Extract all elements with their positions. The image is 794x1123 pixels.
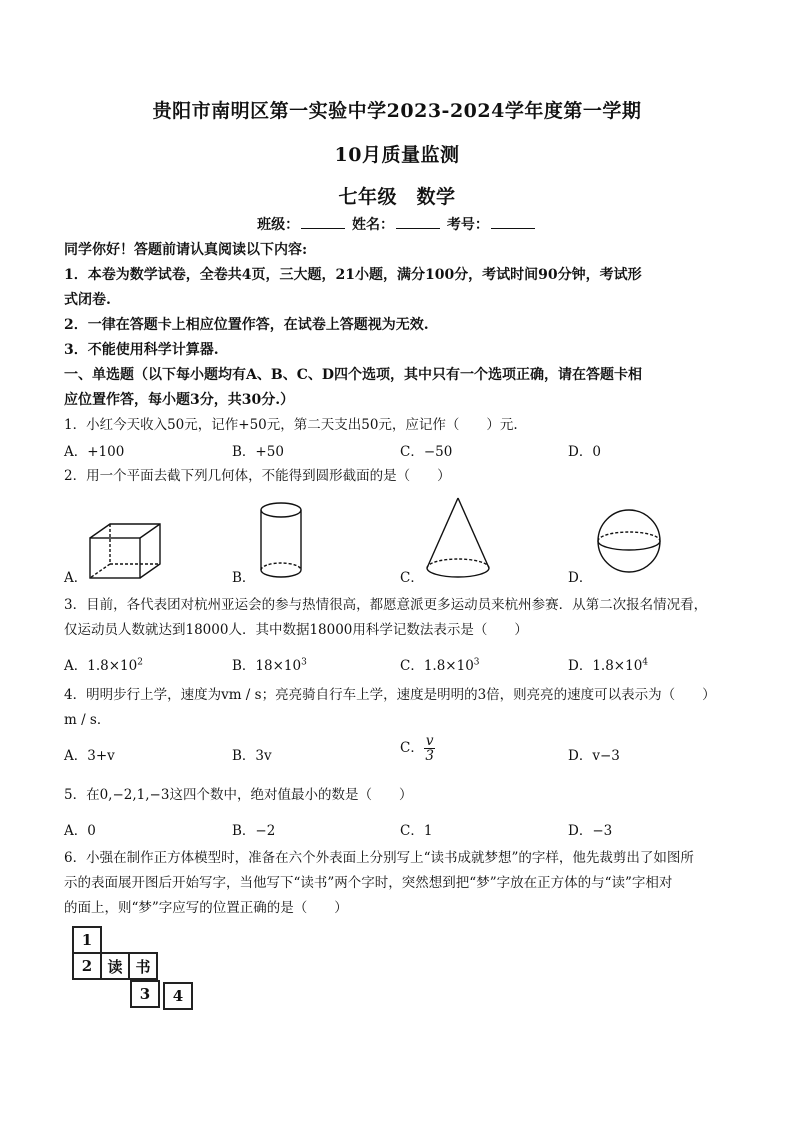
- notice-greeting: 同学你好！答题前请认真阅读以下内容:: [64, 242, 308, 258]
- class-blank: [301, 216, 345, 229]
- q3-option-a: A．$1.8\times 10^2$: [64, 657, 143, 674]
- q1-option-a: A．+100: [64, 444, 125, 460]
- question-1-stem: 1．小红今天收入50元，记作+50元，第二天支出50元，应记作（ ）元.: [64, 417, 518, 433]
- net-cell-1: 1: [72, 926, 102, 954]
- sphere-figure: [596, 508, 662, 574]
- section-heading-cont: 应位置作答，每小题3分，共30分.）: [64, 392, 295, 408]
- number-label: 考号：: [446, 217, 489, 233]
- net-cell-du: 读: [100, 952, 130, 980]
- q1-option-c: C．−50: [400, 444, 453, 460]
- notice-item-1-cont: 式闭卷.: [64, 292, 111, 308]
- question-6-stem-cont: 示的表面展开图后开始写字，当他写下“读书”两个字时，突然想到把“梦”字放在正方体的与“读”字相对: [64, 875, 673, 891]
- q3-option-b: B．$18\times 10^3$: [232, 657, 307, 674]
- notice-item-1: 1．本卷为数学试卷，全卷共4页，三大题，21小题，满分100分，考试时间90分钟，考试形: [64, 267, 642, 283]
- notice-item-3: 3．不能使用科学计算器.: [64, 342, 219, 358]
- q1-option-b: B．+50: [232, 444, 284, 460]
- cone-figure: [424, 496, 492, 582]
- q5-option-a: A．0: [64, 823, 96, 839]
- q5-option-c: C．1: [400, 823, 433, 839]
- question-5-stem: 5．在0,−2,1,−3这四个数中，绝对值最小的数是（ ）: [64, 787, 413, 803]
- question-6-stem-cont2: 的面上，则“梦”字应写的位置正确的是（ ）: [64, 900, 348, 916]
- name-label: 姓名：: [352, 217, 394, 233]
- subject-title: 七年级 数学: [338, 186, 456, 208]
- school-title: 贵阳市南明区第一实验中学2023-2024学年度第一学期: [152, 100, 642, 122]
- number-blank: [491, 216, 535, 229]
- net-cell-shu: 书: [128, 952, 158, 980]
- question-3-stem-cont: 仅运动员人数就达到18000人．其中数据18000用科学记数法表示是（ ）: [64, 622, 528, 638]
- question-4-stem-cont: m / s．: [64, 712, 111, 728]
- exam-title: 10月质量监测: [334, 144, 460, 166]
- q4-option-b: B．3v: [232, 748, 272, 764]
- q4-option-d: D．v−3: [568, 748, 620, 764]
- q2-option-d: D．: [568, 570, 593, 586]
- question-4-stem: 4．明明步行上学，速度为vm / s；亮亮骑自行车上学，速度是明明的3倍，则亮亮的速度可以表示为（ ）: [64, 687, 716, 703]
- notice-item-2: 2．一律在答题卡上相应位置作答，在试卷上答题视为无效.: [64, 317, 429, 333]
- q5-option-d: D．−3: [568, 823, 613, 839]
- q5-option-b: B．−2: [232, 823, 276, 839]
- question-6-stem: 6．小强在制作正方体模型时，准备在六个外表面上分别写上“读书成就梦想”的字样，他先裁剪出了如图所: [64, 850, 694, 866]
- q2-option-b: B．: [232, 570, 256, 586]
- q4-option-a: A．3+v: [64, 748, 115, 764]
- cube-figure: [88, 520, 164, 582]
- cylinder-figure: [258, 500, 304, 580]
- class-label: 班级：: [257, 217, 300, 233]
- section-heading: 一、单选题（以下每小题均有A、B、C、D四个选项，其中只有一个选项正确，请在答题卡相: [64, 367, 642, 383]
- q2-option-a: A．: [64, 570, 88, 586]
- net-cell-3: 3: [130, 980, 160, 1008]
- net-cell-2: 2: [72, 952, 102, 980]
- q3-option-c: C．$1.8\times 10^3$: [400, 657, 480, 674]
- question-2-stem: 2．用一个平面去截下列几何体，不能得到圆形截面的是（ ）: [64, 468, 451, 484]
- q1-option-d: D．0: [568, 444, 601, 460]
- name-blank: [396, 216, 440, 229]
- student-info-row: [0, 214, 794, 234]
- net-cell-4: 4: [163, 982, 193, 1010]
- question-3-stem: 3．目前，各代表团对杭州亚运会的参与热情很高，都愿意派更多运动员来杭州参赛．从第二次报名情况看，: [64, 597, 708, 613]
- q4-option-c: C． $\frac{v}{3}$: [400, 733, 434, 764]
- q3-option-d: D．$1.8\times 10^4$: [568, 657, 649, 674]
- q2-option-c: C．: [400, 570, 424, 586]
